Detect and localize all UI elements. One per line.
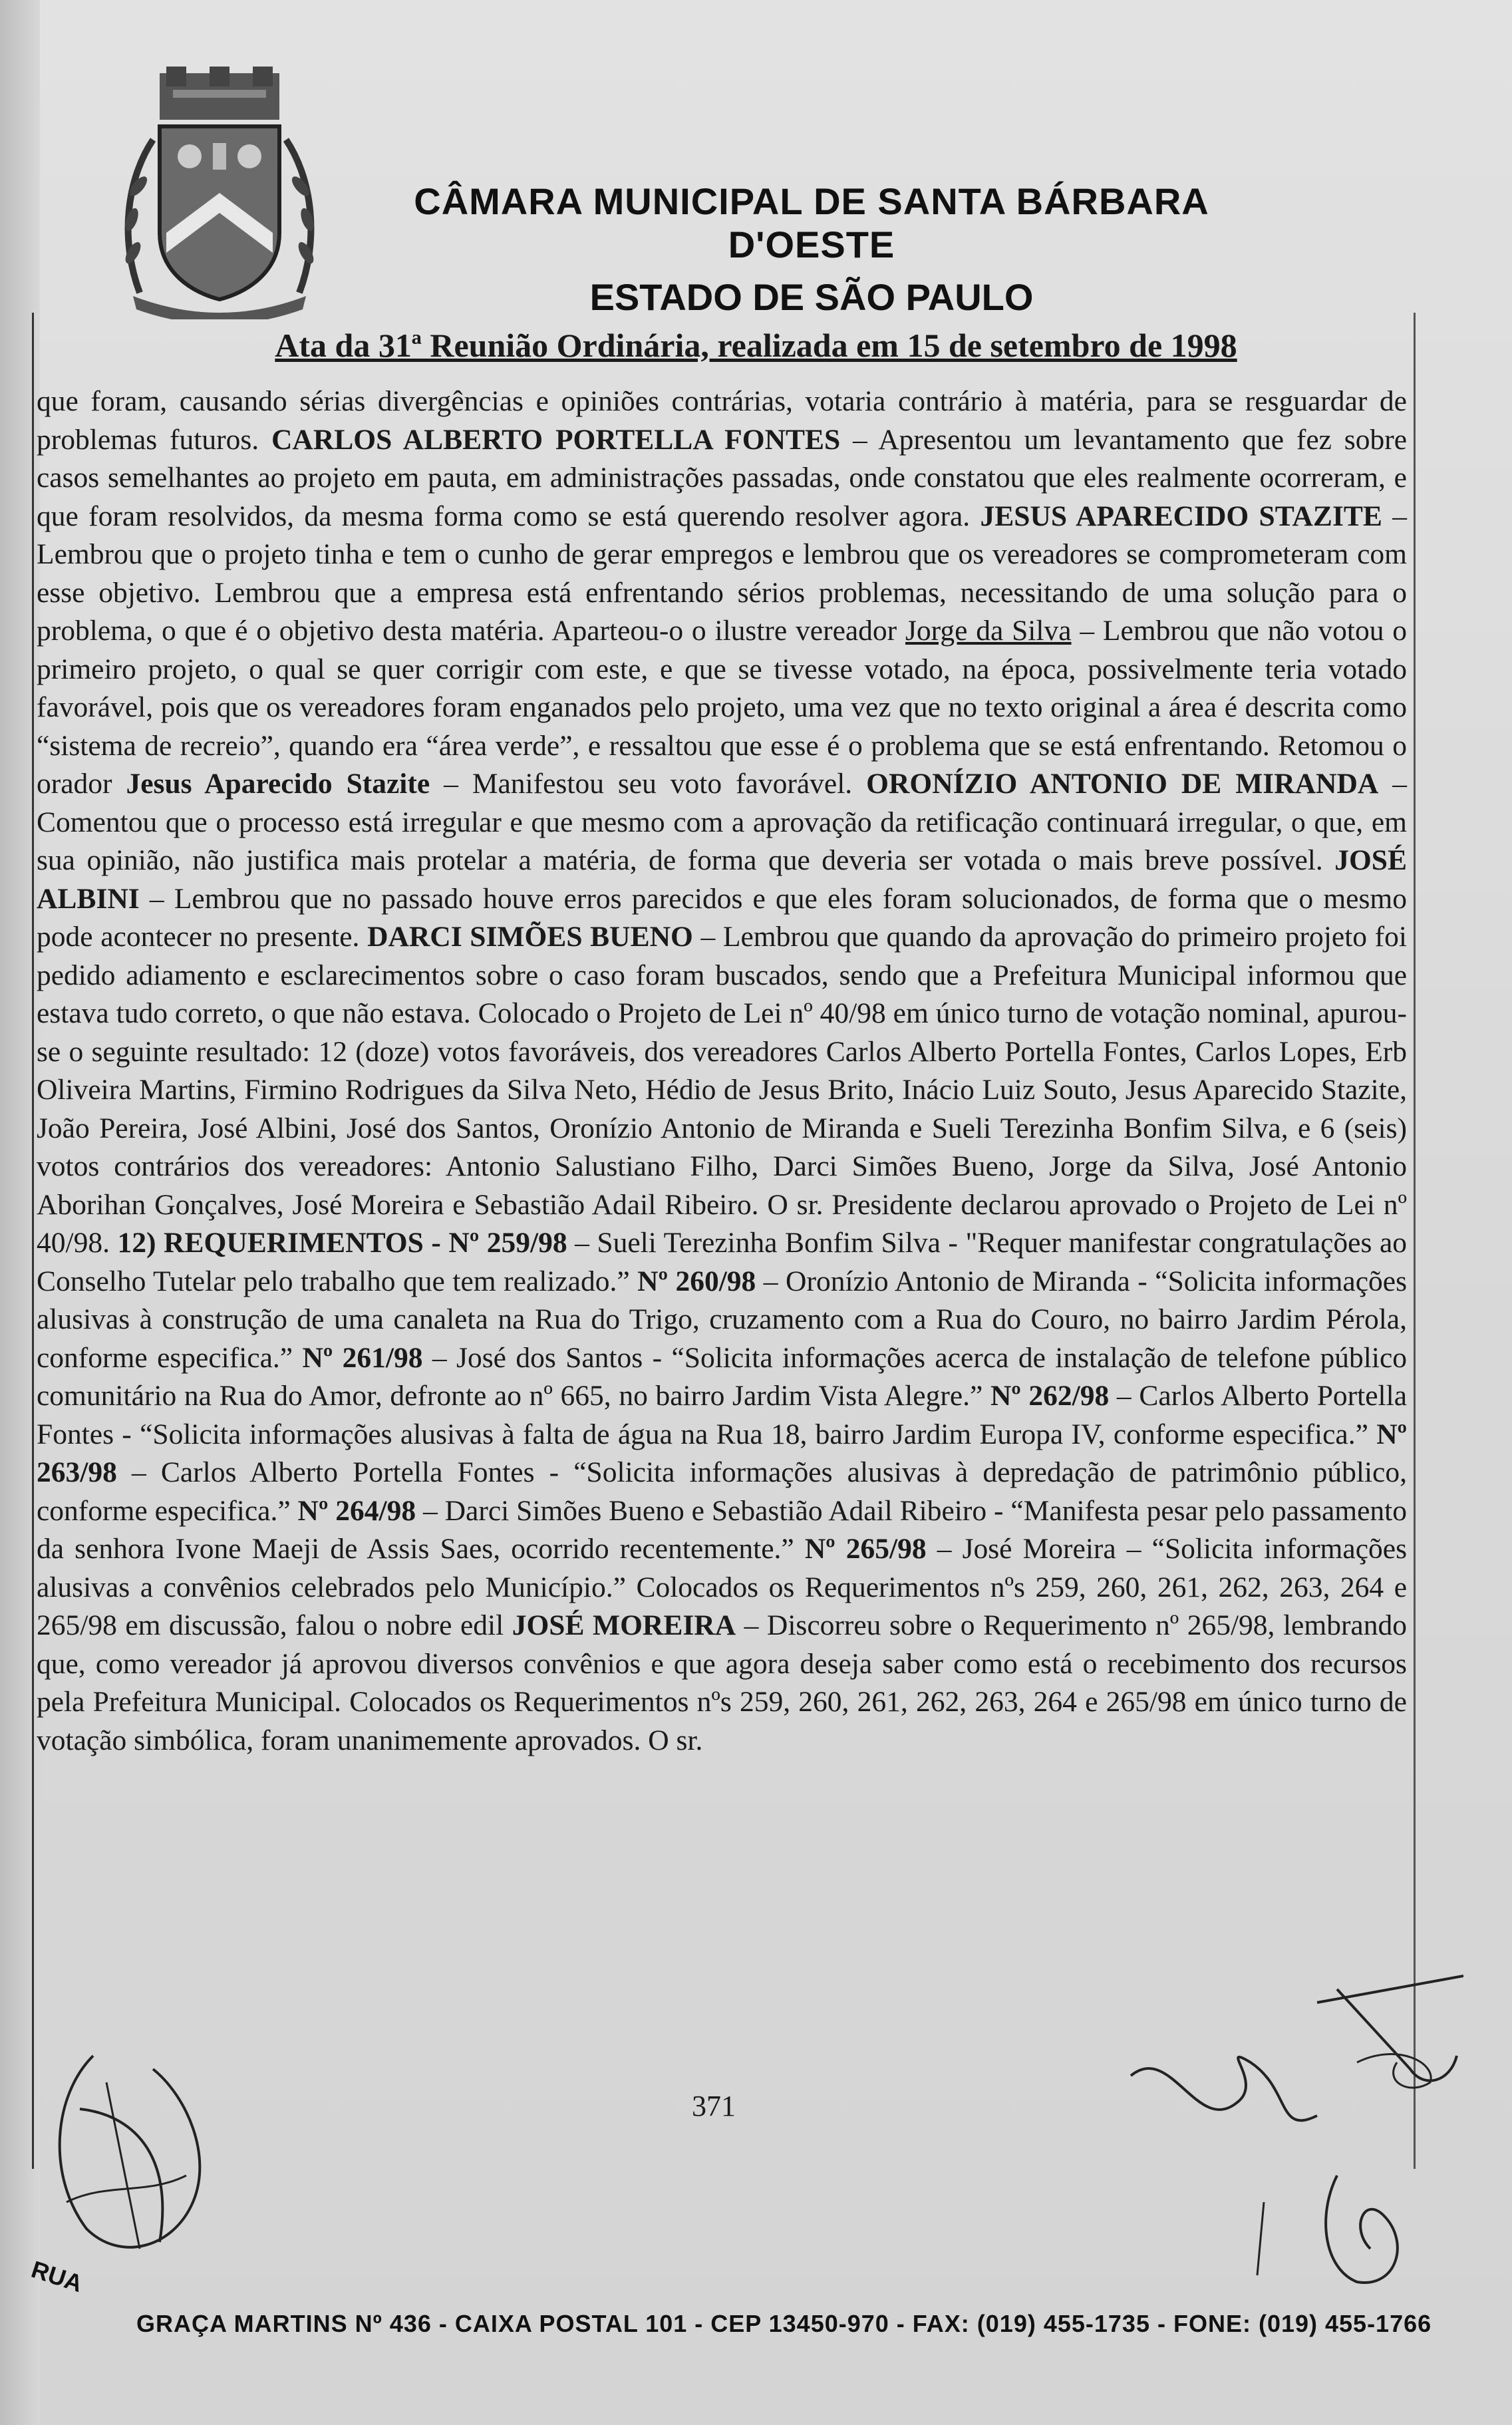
footer-address: GRAÇA MARTINS Nº 436 - CAIXA POSTAL 101 - CEP 13450-970 - FAX: (019) 455-1735 - FONE: (019) 455-1766: [136, 2310, 1432, 2337]
speaker-name: Nº 265/98: [804, 1533, 927, 1565]
institution-name: CÂMARA MUNICIPAL DE SANTA BÁRBARA D'OESTE: [414, 180, 1209, 265]
speaker-name: Nº 263/98: [37, 1418, 1407, 1488]
text-segment: que foram, causando sérias divergências e opiniões contrárias, votaria contrário à matéria, para se resguardar de problemas futuros.: [37, 385, 1407, 456]
minutes-body: [37, 383, 1407, 1760]
text-segment: – José dos Santos - “Solicita informações acerca de instalação de telefone público comunitário na Rua do Amor, defronte ao nº 665, no bairro Jardim Vista Alegre.”: [37, 1341, 1407, 1412]
speaker-name: JOSÉ MOREIRA: [512, 1609, 736, 1641]
speaker-name: Nº 261/98: [302, 1341, 423, 1374]
speaker-name: Jesus Aparecido Stazite: [126, 768, 430, 800]
text-segment: – Lembrou que quando da aprovação do primeiro projeto foi pedido adiamento e esclarecimentos sobre o caso foram buscados, sendo que a Prefeitura Municipal informou que estava tudo correto, o que não estava. Colocado o Projeto de Lei nº 40/98 em único turno de votação nominal, apurou-se o seguinte resultado: 12 (doze) votos favoráveis, dos vereadores Carlos Alberto Portella Fontes, Carlos Lopes, Erb Oliveira Martins, Firmino Rodrigues da Silva Neto, Hédio de Jesus Brito, Inácio Luiz Souto, Jesus Aparecido Stazite, João Pereira, José Albini, José dos Santos, Oronízio Antonio de Miranda e Sueli Terezinha Bonfim Silva, e 6 (seis) votos contrários dos vereadores: Antonio Salustiano Filho, Darci Simões Bueno, Jorge da Silva, José Antonio Aborihan Gonçalves, José Moreira e Sebastião Adail Ribeiro. O sr. Presidente declarou aprovado o Projeto de Lei nº 40/98.: [37, 921, 1407, 1259]
text-segment: – Apresentou um levantamento que fez sobre casos semelhantes ao projeto em pauta, em administrações passadas, onde constatou que eles realmente ocorreram, e que foram resolvidos, da mesma forma como se está querendo resolver agora.: [37, 423, 1408, 532]
handwritten-signature-left: [40, 2029, 253, 2269]
underlined-name: Jorge da Silva: [905, 615, 1072, 647]
municipal-coat-of-arms: [113, 67, 326, 319]
text-segment: – Carlos Alberto Portella Fontes - “Solicita informações alusivas à falta de água na Rua 18, bairro Jardim Europa IV, conforme especifica.”: [37, 1380, 1407, 1450]
text-segment: – Oronízio Antonio de Miranda - “Solicita informações alusivas à construção de uma canaleta na Rua do Trigo, cruzamento com a Rua do Couro, no bairro Jardim Pérola, conforme especifica.”: [37, 1265, 1408, 1374]
speaker-name: DARCI SIMÕES BUENO: [367, 921, 693, 953]
minutes-paragraph: [37, 383, 1407, 1760]
text-segment: – Comentou que o processo está irregular e que mesmo com a aprovação da retificação continuará irregular, o que, em sua opinião, não justifica mais protelar a matéria, de forma que deveria ser votada o mais breve possível.: [37, 768, 1407, 876]
text-segment: – Manifestou seu voto favorável.: [430, 768, 867, 800]
speaker-name: CARLOS ALBERTO PORTELLA FONTES: [271, 423, 841, 456]
text-segment: – Sueli Terezinha Bonfim Silva - "Requer manifestar congratulações ao Conselho Tutelar pelo trabalho que tem realizado.”: [37, 1227, 1407, 1297]
speaker-name: JOSÉ ALBINI: [37, 844, 1407, 915]
left-margin-rule: [32, 313, 34, 2169]
footer-rua-label: RUA: [28, 2255, 86, 2298]
state-name: ESTADO DE SÃO PAULO: [589, 276, 1034, 318]
right-margin-rule: [1414, 313, 1416, 2169]
handwritten-signature-right: [1118, 1963, 1463, 2295]
page-number: 371: [692, 2090, 736, 2122]
speaker-name: ORONÍZIO ANTONIO DE MIRANDA: [866, 768, 1379, 800]
text-segment: – José Moreira – “Solicita informações alusivas a convênios celebrados pelo Município.” Colocados os Requerimentos nºs 259, 260, 261, 262, 263, 264 e 265/98 em discussão, falou o nobre edil: [37, 1533, 1407, 1641]
speaker-name: Nº 262/98: [990, 1380, 1110, 1412]
text-segment: – Lembrou que não votou o primeiro projeto, o qual se quer corrigir com este, e que se tivesse votado, na época, possivelmente teria votado favorável, pois que os vereadores foram enganados pelo projeto, uma vez que no texto original a área é descrita como “sistema de recreio”, quando era “área verde”, e ressaltou que esse é o problema que se está enfrentando. Retomou o orador: [37, 615, 1407, 800]
text-segment: – Lembrou que no passado houve erros parecidos e que eles foram solucionados, de forma que o mesmo pode acontecer no presente.: [37, 882, 1407, 953]
speaker-name: Nº 260/98: [637, 1265, 756, 1297]
text-segment: – Discorreu sobre o Requerimento nº 265/98, lembrando que, como vereador já aprovou diversos convênios e que agora deseja saber como está o recebimento dos recursos pela Prefeitura Municipal. Colocados os Requerimentos nºs 259, 260, 261, 262, 263, 264 e 265/98 em único turno de votação simbólica, foram unanimemente aprovados. O sr.: [37, 1609, 1407, 1756]
speaker-name: JESUS APARECIDO STAZITE: [980, 500, 1382, 532]
text-segment: – Lembrou que o projeto tinha e tem o cunho de gerar empregos e lembrou que os vereadores se comprometeram com esse objetivo. Lembrou que a empresa está enfrentando sérios problemas, necessitando de uma solução para o problema, o que é o objetivo desta matéria. Aparteou-o o ilustre vereador: [37, 500, 1407, 647]
speaker-name: Nº 264/98: [297, 1494, 416, 1527]
text-segment: – Carlos Alberto Portella Fontes - “Solicita informações alusivas à depredação de patrimônio público, conforme especifica.”: [37, 1456, 1407, 1527]
text-segment: – Darci Simões Bueno e Sebastião Adail Ribeiro - “Manifesta pesar pelo passamento da senhora Ivone Maeji de Assis Saes, ocorrido recentemente.”: [37, 1494, 1408, 1565]
document-title: Ata da 31ª Reunião Ordinária, realizada em 15 de setembro de 1998: [275, 327, 1237, 364]
address-footer: [28, 2255, 1500, 2362]
speaker-name: 12) REQUERIMENTOS - Nº 259/98: [117, 1227, 567, 1259]
institution-header: [346, 180, 1277, 319]
